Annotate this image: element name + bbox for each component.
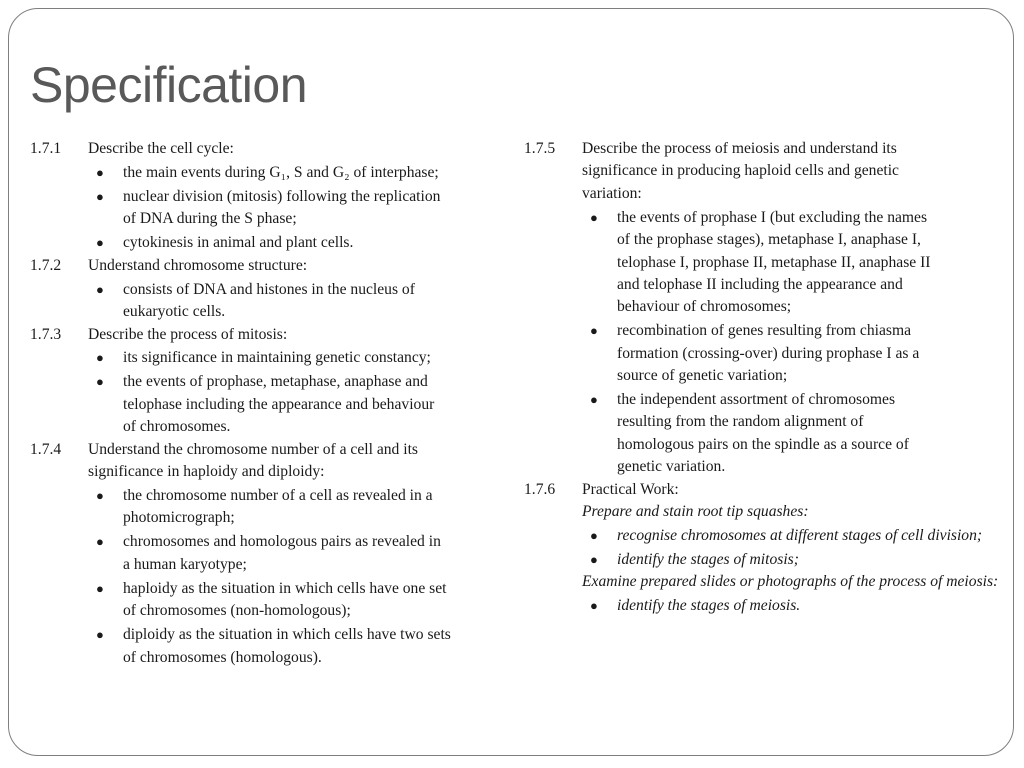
section-text: Describe the process of mitosis: xyxy=(88,325,288,343)
bullet-text: recognise chromosomes at different stages of cell division; xyxy=(617,527,983,545)
section-text: Practical Work: xyxy=(582,480,679,498)
spec-section xyxy=(30,138,520,255)
bullet-text: telophase including the appearance and behaviour xyxy=(123,395,435,413)
bullet-text: eukaryotic cells. xyxy=(123,303,226,321)
bullet-icon: ● xyxy=(590,323,598,339)
section-text: significance in haploidy and diploidy: xyxy=(88,463,325,481)
bullet-text: the chromosome number of a cell as revealed in a xyxy=(123,487,433,505)
section-number: 1.7.5 xyxy=(524,140,556,157)
bullet-text: a human karyotype; xyxy=(123,555,247,573)
bullet-icon: ● xyxy=(96,281,104,297)
section-text: Understand the chromosome number of a cell and its xyxy=(88,440,418,458)
section-text: significance in producing haploid cells and genetic xyxy=(582,162,899,180)
bullet-text: the independent assortment of chromosomes xyxy=(617,391,896,409)
bullet-text: telophase I, prophase II, metaphase II, anaphase II xyxy=(617,253,931,271)
bullet-text: the events of prophase, metaphase, anaphase and xyxy=(123,373,428,391)
bullet-text: chromosomes and homologous pairs as revealed in xyxy=(123,533,441,551)
bullet-icon: ● xyxy=(96,627,104,643)
bullet-icon: ● xyxy=(590,392,598,408)
spec-section xyxy=(30,255,520,324)
bullet-text: haploidy as the situation in which cells have one set xyxy=(123,579,447,597)
bullet-text: genetic variation. xyxy=(617,458,726,476)
left-column xyxy=(30,138,520,669)
bullet-text: behaviour of chromosomes; xyxy=(617,298,792,316)
bullet-text: and telophase II including the appearance and xyxy=(617,275,903,293)
right-column xyxy=(524,138,1014,618)
bullet-icon: ● xyxy=(96,580,104,596)
bullet-text: its significance in maintaining genetic constancy; xyxy=(123,349,431,367)
bullet-text: identify the stages of meiosis. xyxy=(617,597,801,615)
bullet-text: homologous pairs on the spindle as a source of xyxy=(617,435,909,453)
bullet-text: nuclear division (mitosis) following the replication xyxy=(123,187,441,205)
bullet-text: resulting from the random alignment of xyxy=(617,413,864,431)
bullet-text: identify the stages of mitosis; xyxy=(617,551,799,568)
section-number: 1.7.2 xyxy=(30,256,62,274)
bullet-icon: ● xyxy=(96,164,104,180)
bullet-text: formation (crossing-over) during prophase I as a xyxy=(617,344,920,362)
section-text: Understand chromosome structure: xyxy=(88,256,308,274)
bullet-text: of chromosomes. xyxy=(123,418,231,436)
section-number: 1.7.6 xyxy=(524,480,556,498)
bullet-icon: ● xyxy=(590,598,598,614)
section-number: 1.7.1 xyxy=(30,140,62,157)
section-number: 1.7.4 xyxy=(30,440,62,458)
bullet-text: of the prophase stages), metaphase I, anaphase I, xyxy=(617,231,921,249)
slide-title: Specification xyxy=(30,57,307,113)
bullet-text: of chromosomes (non-homologous); xyxy=(123,602,351,620)
bullet-icon: ● xyxy=(96,534,104,550)
section-text: Describe the process of meiosis and understand its xyxy=(582,140,897,157)
spec-section xyxy=(524,138,1014,479)
bullet-text: source of genetic variation; xyxy=(617,367,788,385)
spec-section xyxy=(30,439,520,669)
bullet-text: cytokinesis in animal and plant cells. xyxy=(123,234,354,252)
bullet-icon: ● xyxy=(96,188,104,204)
bullet-text: recombination of genes resulting from chiasma xyxy=(617,322,912,340)
section-number: 1.7.3 xyxy=(30,325,62,343)
bullet-text: of chromosomes (homologous). xyxy=(123,648,322,666)
section-text: Describe the cell cycle: xyxy=(88,140,234,157)
bullet-text: consists of DNA and histones in the nucleus of xyxy=(123,280,415,298)
bullet-icon: ● xyxy=(96,374,104,390)
spec-section xyxy=(524,479,1014,618)
bullet-icon: ● xyxy=(590,528,598,544)
practical-heading: Prepare and stain root tip squashes: xyxy=(582,503,809,521)
bullet-icon: ● xyxy=(96,350,104,366)
bullet-text: of DNA during the S phase; xyxy=(123,210,297,228)
bullet-text: photomicrograph; xyxy=(123,509,235,527)
bullet-icon: ● xyxy=(96,235,104,251)
bullet-text: diploidy as the situation in which cells have two sets xyxy=(123,626,451,644)
spec-section xyxy=(30,324,520,439)
practical-heading: Examine prepared slides or photographs of the process of meiosis: xyxy=(582,573,999,591)
section-text: variation: xyxy=(582,184,642,202)
bullet-icon: ● xyxy=(590,209,598,225)
bullet-text: the main events during G₁, S and G₂ of interphase; xyxy=(123,163,439,181)
bullet-icon: ● xyxy=(96,488,104,504)
bullet-text: the events of prophase I (but excluding the names xyxy=(617,208,928,226)
bullet-icon: ● xyxy=(590,552,598,567)
